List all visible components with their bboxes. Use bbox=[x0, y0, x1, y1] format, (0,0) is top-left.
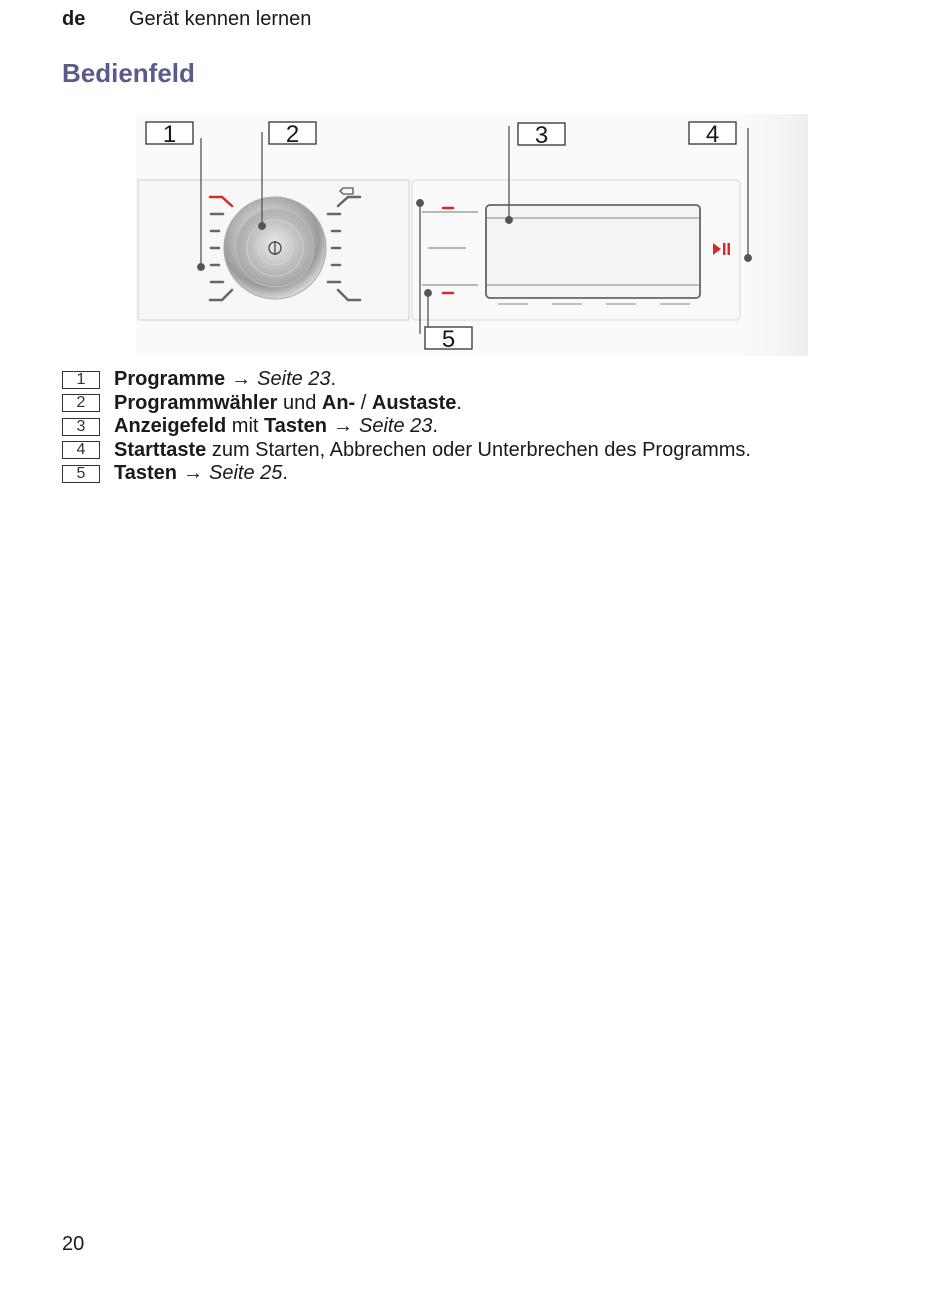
section-title: Gerät kennen lernen bbox=[129, 8, 312, 30]
callout-5 bbox=[425, 326, 472, 353]
legend-item-5: 5 Tasten → Seite 25 . bbox=[62, 462, 751, 486]
legend-term: Programme bbox=[114, 368, 226, 391]
legend-term: Austaste bbox=[371, 391, 457, 414]
legend-item-1: 1 Programme → Seite 23 . bbox=[62, 368, 751, 392]
callout-1 bbox=[146, 121, 193, 148]
legend-term: Tasten bbox=[114, 462, 177, 485]
legend-term: Starttaste bbox=[114, 438, 207, 461]
callout-label-4: 4 bbox=[705, 121, 720, 148]
arrow-icon: → bbox=[182, 462, 203, 485]
control-panel-illustration bbox=[136, 112, 816, 360]
legend-term: An- bbox=[321, 391, 356, 414]
program-selector-knob bbox=[224, 197, 326, 299]
callout-label-3: 3 bbox=[534, 122, 549, 149]
language-code: de bbox=[62, 8, 86, 30]
legend-list bbox=[62, 368, 751, 486]
page-reference[interactable]: Seite 23 bbox=[359, 415, 433, 438]
legend-number: 2 bbox=[62, 394, 100, 412]
legend-number: 1 bbox=[62, 371, 100, 389]
arrow-icon: → bbox=[231, 368, 252, 391]
callout-3 bbox=[518, 122, 565, 149]
arrow-icon: → bbox=[333, 415, 354, 438]
legend-item-4: 4 Starttaste zum Starten, Abbrechen oder Unterbrechen des Programms. bbox=[62, 439, 751, 463]
legend-number: 4 bbox=[62, 441, 100, 459]
display-screen bbox=[486, 205, 700, 298]
legend-item-3: 3 Anzeigefeld mit Tasten → Seite 23 . bbox=[62, 415, 751, 439]
page-reference[interactable]: Seite 23 bbox=[257, 368, 331, 391]
page-title: Bedienfeld bbox=[62, 58, 195, 88]
legend-term: Anzeigefeld bbox=[114, 415, 227, 438]
callout-label-2: 2 bbox=[285, 121, 300, 148]
legend-term: Tasten bbox=[264, 415, 328, 438]
legend-number: 3 bbox=[62, 418, 100, 436]
callout-2 bbox=[269, 121, 316, 148]
legend-item-2: 2 Programmwähler und An- / Austaste . bbox=[62, 392, 751, 416]
page-reference[interactable]: Seite 25 bbox=[208, 462, 283, 485]
callout-4 bbox=[689, 121, 736, 148]
callout-label-5: 5 bbox=[441, 326, 456, 353]
control-panel-figure bbox=[136, 112, 816, 360]
page-number: 20 bbox=[62, 1233, 85, 1255]
legend-term: Programmwähler bbox=[114, 391, 278, 414]
callout-label-1: 1 bbox=[162, 121, 177, 148]
legend-number: 5 bbox=[62, 465, 100, 483]
